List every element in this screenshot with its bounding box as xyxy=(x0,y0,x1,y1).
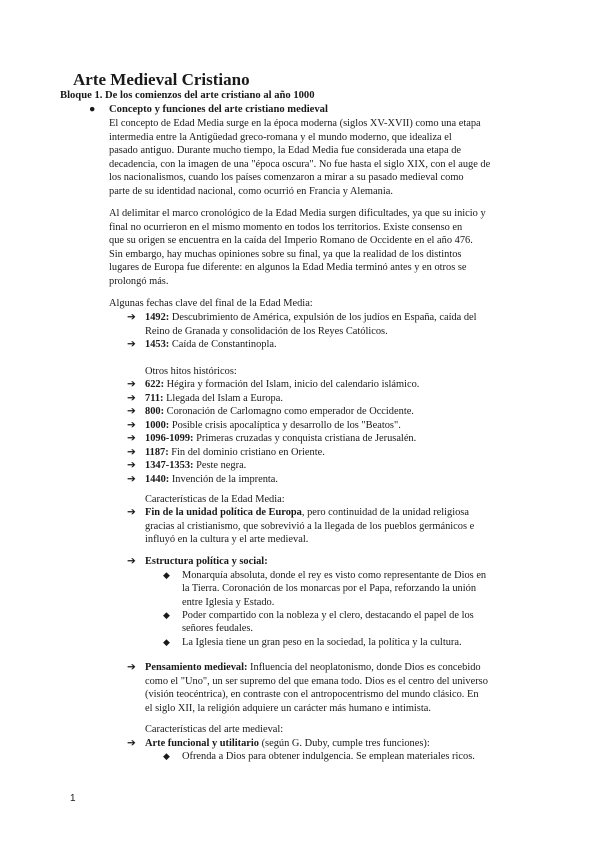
document-title: Arte Medieval Cristiano xyxy=(73,70,250,89)
text-line: Algunas fechas clave del final de la Edad Media: xyxy=(109,298,313,309)
date-description: Coronación de Carlomagno como emperador de Occidente. xyxy=(164,406,414,417)
item-text: Influencia del neoplatonismo, donde Dios es concebido xyxy=(247,662,481,673)
text-line: Características del arte medieval: xyxy=(145,724,284,735)
section-heading: Concepto y funciones del arte cristiano medieval xyxy=(109,104,328,115)
text-line: Características de la Edad Media: xyxy=(145,494,285,505)
diamond-icon: ◆ xyxy=(163,636,170,647)
sub-item-text: señores feudales. xyxy=(182,623,253,634)
arrow-icon: ➔ xyxy=(127,433,136,444)
diamond-icon: ◆ xyxy=(163,569,170,580)
item-heading: Fin de la unidad política de Europa xyxy=(145,507,302,518)
date-description: Invención de la imprenta. xyxy=(169,473,279,485)
item-text: influyó en la cultura y el arte medieval. xyxy=(145,534,309,545)
text-line: (visión teocéntrica), en contraste con el antropocentrismo del mundo clásico. En xyxy=(145,689,479,700)
text-line: Otros hitos históricos: xyxy=(145,366,237,377)
date-description: Hégira y formación del Islam, inicio del calendario islámico. xyxy=(164,379,420,390)
item-text: (según G. Duby, cumple tres funciones): xyxy=(259,737,430,749)
date-label: 1096-1099: xyxy=(145,433,194,444)
arrow-icon: ➔ xyxy=(127,662,136,673)
item-heading: Arte funcional y utilitario xyxy=(145,737,259,749)
arrow-icon: ➔ xyxy=(127,737,136,749)
text-line: decadencia, con la imagen de una "época oscura". No fue hasta el siglo XIX, con el auge de xyxy=(109,158,491,170)
arrow-icon: ➔ xyxy=(127,339,136,350)
date-description: Posible crisis apocalíptica y desarrollo de los "Beatos". xyxy=(169,419,401,431)
date-label: 1187: xyxy=(145,446,169,458)
item-text: gracias al cristianismo, que sobrevivió a la llegada de los pueblos germánicos e xyxy=(145,520,475,532)
text-line: final no ocurrieron en el mismo momento en todos los territorios. Existe consenso en xyxy=(109,221,463,233)
text-line: el siglo XII, la religión adquiere un carácter más humano e intimista. xyxy=(145,702,431,714)
sub-item-text: la Tierra. Coronación de los monarcas por el Papa, reforzando la unión xyxy=(182,583,477,594)
text-line: pasado antiguo. Durante mucho tiempo, la Edad Media fue considerada una etapa de xyxy=(109,145,461,156)
date-description-cont: Reino de Granada y consolidación de los Reyes Católicos. xyxy=(145,325,388,337)
arrow-icon: ➔ xyxy=(127,392,136,404)
arrow-icon: ➔ xyxy=(127,406,136,417)
text-line: prolongó más. xyxy=(109,275,169,287)
arrow-icon: ➔ xyxy=(127,460,136,471)
date-label: 1000: xyxy=(145,419,170,431)
date-description: Peste negra. xyxy=(193,460,247,471)
text-line: El concepto de Edad Media surge en la época moderna (siglos XV-XVII) como una etapa xyxy=(109,118,481,129)
arrow-icon: ➔ xyxy=(127,312,136,323)
date-label: 622: xyxy=(145,379,165,390)
block-heading: Bloque 1. De los comienzos del arte cristiano al año 1000 xyxy=(60,90,315,101)
date-label: 1492: xyxy=(145,312,170,323)
text-line: Al delimitar el marco cronológico de la Edad Media surgen dificultades, ya que su inicio y xyxy=(109,208,486,219)
date-description: Primeras cruzadas y conquista cristiana de Jerusalén. xyxy=(193,433,417,444)
page-number: 1 xyxy=(70,793,76,804)
item-text: , pero continuidad de la unidad religiosa xyxy=(301,507,469,518)
sub-item-text: La Iglesia tiene un gran peso en la sociedad, la política y la cultura. xyxy=(182,636,462,648)
bullet-icon: ● xyxy=(89,104,96,115)
sub-item-text: Poder compartido con la nobleza y el clero, destacando el papel de los xyxy=(182,609,474,621)
arrow-icon: ➔ xyxy=(127,446,136,458)
date-label: 711: xyxy=(145,392,164,404)
text-line: como el "Uno", un ser supremo del que emana todo. Dios es el centro del universo xyxy=(145,675,488,687)
text-line: que su origen se encuentra en la caída del Imperio Romano de Occidente en el año 476. xyxy=(109,235,473,246)
sub-item-text: entre Iglesia y Estado. xyxy=(182,596,275,608)
arrow-icon: ➔ xyxy=(127,507,136,518)
text-line: Sin embargo, hay muchas opiniones sobre su final, ya que la realidad de los distintos xyxy=(109,248,462,260)
sub-item-text: Monarquía absoluta, donde el rey es visto como representante de Dios en xyxy=(182,569,487,581)
item-heading: Estructura política y social: xyxy=(145,556,268,567)
date-description: Caída de Constantinopla. xyxy=(169,339,277,350)
sub-item-text: Ofrenda a Dios para obtener indulgencia. Se emplean materiales ricos. xyxy=(182,751,475,762)
date-label: 1440: xyxy=(145,473,170,485)
arrow-icon: ➔ xyxy=(127,379,136,390)
text-line: los nacionalismos, cuando los países comenzaron a mirar a su pasado medieval como xyxy=(109,172,464,183)
text-line: intermedia entre la Antigüedad greco-romana y el mundo moderno, que idealiza el xyxy=(109,131,452,143)
item-heading: Pensamiento medieval: xyxy=(145,662,248,673)
date-description: Llegada del Islam a Europa. xyxy=(163,392,283,404)
date-description: Descubrimiento de América, expulsión de los judíos en España, caída del xyxy=(169,312,477,323)
diamond-icon: ◆ xyxy=(163,751,170,761)
text-line: lugares de Europa fue diferente: en algunos la Edad Media terminó antes y en otros se xyxy=(109,262,467,273)
arrow-icon: ➔ xyxy=(127,473,136,485)
diamond-icon: ◆ xyxy=(163,609,170,620)
arrow-icon: ➔ xyxy=(127,419,136,431)
arrow-icon: ➔ xyxy=(127,556,136,567)
text-line: parte de su identidad nacional, como ocurrió en Francia y Alemania. xyxy=(109,185,393,197)
date-label: 1347-1353: xyxy=(145,460,194,471)
date-label: 800: xyxy=(145,406,165,417)
date-description: Fin del dominio cristiano en Oriente. xyxy=(168,446,325,458)
date-label: 1453: xyxy=(145,339,170,350)
